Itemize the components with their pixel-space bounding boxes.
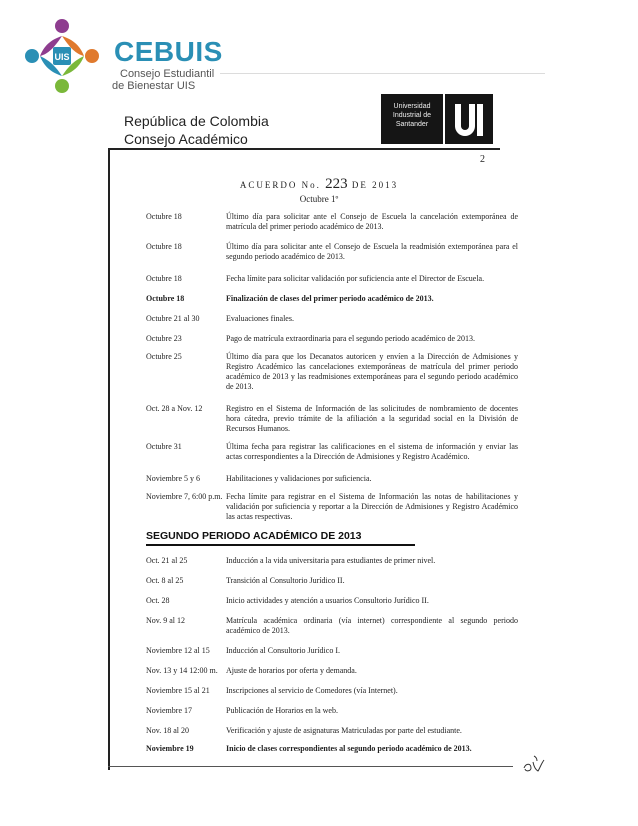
row-date: Nov. 9 al 12 bbox=[146, 616, 186, 625]
row-date: Octubre 18 bbox=[146, 212, 182, 221]
row-date: Noviembre 19 bbox=[146, 744, 194, 753]
org-subtitle-line1: Consejo Estudiantil bbox=[120, 68, 215, 80]
row-date: Oct. 28 a Nov. 12 bbox=[146, 404, 203, 413]
row-date: Noviembre 12 al 15 bbox=[146, 646, 210, 655]
row-text: Inicio de clases correspondientes al segundo periodo académico de 2013. bbox=[226, 744, 472, 753]
acuerdo-number: 223 bbox=[325, 176, 348, 192]
row-date: Oct. 21 al 25 bbox=[146, 556, 188, 565]
row-text: Transición al Consultorio Jurídico II. bbox=[226, 576, 345, 585]
document-heading bbox=[124, 112, 269, 148]
row-date: Nov. 13 y 14 12:00 m. bbox=[146, 666, 218, 675]
row-text: Inicio actividades y atención a usuarios Consultorio Jurídico II. bbox=[226, 596, 429, 605]
row-text: Fecha límite para registrar en el Sistema de Información las notas de habilitaciones y validación por suficiencia y reportar a la Dirección de Admisiones y Registro Académico las actas respectivas. bbox=[226, 492, 518, 521]
acuerdo-prefix: ACUERDO No. bbox=[239, 180, 321, 190]
row-text: Habilitaciones y validaciones por suficiencia. bbox=[226, 474, 372, 483]
row-date: Octubre 18 bbox=[146, 294, 185, 303]
row-text: Última fecha para registrar las calificaciones en el sistema de información y enviar las actas correspondientes a la Dirección de Admisiones y Registro Académico. bbox=[226, 442, 518, 461]
section-heading: SEGUNDO PERIODO ACADÉMICO DE 2013 bbox=[146, 530, 362, 542]
row-date: Octubre 31 bbox=[146, 442, 182, 451]
row-text: Verificación y ajuste de asignaturas Matriculadas por parte del estudiante. bbox=[226, 726, 462, 735]
university-name-box bbox=[381, 94, 443, 144]
row-text: Inducción a la vida universitaria para estudiantes de primer nivel. bbox=[226, 556, 436, 565]
row-text: Inscripciones al servicio de Comedores (vía Internet). bbox=[226, 686, 398, 695]
row-text: Último día para que los Decanatos autoricen y envíen a la Dirección de Admisiones y Registro Académico las cancelaciones extemporáneas de matrícula del primer periodo académico de 2013 y las readmisiones extemporáneas para el segundo periodo académico de 2013. bbox=[226, 352, 518, 391]
page-frame-left bbox=[108, 148, 110, 770]
row-text: Registro en el Sistema de Información de las solicitudes de nombramiento de docentes hora cátedra, previo trámite de la afiliación a la seguridad social en la División de Recursos Humanos. bbox=[226, 404, 518, 433]
row-text: Ajuste de horarios por oferta y demanda. bbox=[226, 666, 357, 675]
row-text: Finalización de clases del primer periodo académico de 2013. bbox=[226, 294, 434, 303]
row-date: Noviembre 17 bbox=[146, 706, 192, 715]
row-date: Octubre 18 bbox=[146, 274, 182, 283]
row-text: Evaluaciones finales. bbox=[226, 314, 294, 323]
initials-signature bbox=[521, 752, 547, 774]
cebuis-emblem-icon bbox=[20, 14, 104, 98]
row-date: Octubre 18 bbox=[146, 242, 182, 251]
header-divider bbox=[220, 73, 545, 74]
row-date: Noviembre 5 y 6 bbox=[146, 474, 200, 483]
row-date: Octubre 25 bbox=[146, 352, 182, 361]
page-frame-bottom bbox=[108, 766, 513, 767]
university-line: Universidad bbox=[393, 103, 431, 110]
row-date: Octubre 23 bbox=[146, 334, 182, 343]
university-line: Santander bbox=[395, 121, 429, 128]
row-text: Publicación de Horarios en la web. bbox=[226, 706, 338, 715]
uis-seal-icon bbox=[445, 94, 493, 144]
org-name: CEBUIS bbox=[114, 36, 223, 67]
council-name: Consejo Académico bbox=[124, 131, 248, 147]
acuerdo-title bbox=[0, 176, 638, 193]
section-underline bbox=[146, 544, 415, 546]
row-text: Matrícula académica ordinaria (vía internet) correspondiente al segundo periodo académico de 2013. bbox=[226, 616, 518, 635]
org-subtitle-line2: de Bienestar UIS bbox=[112, 80, 196, 92]
acuerdo-suffix: DE 2013 bbox=[351, 180, 399, 190]
row-date: Noviembre 15 al 21 bbox=[146, 686, 210, 695]
acuerdo-date: Octubre 1º bbox=[299, 194, 339, 204]
row-text: Inducción al Consultorio Jurídico I. bbox=[226, 646, 340, 655]
row-date: Oct. 28 bbox=[146, 596, 170, 605]
svg-text:UIS: UIS bbox=[54, 52, 70, 62]
country-name: República de Colombia bbox=[124, 113, 269, 129]
row-text: Último día para solicitar ante el Consejo de Escuela la cancelación extemporánea de matrícula del primer periodo académico de 2013. bbox=[226, 212, 518, 231]
row-date: Octubre 21 al 30 bbox=[146, 314, 200, 323]
row-text: Último día para solicitar ante el Consejo de Escuela la readmisión extemporánea para el segundo periodo académico de 2013. bbox=[226, 242, 518, 261]
row-date: Noviembre 7, 6:00 p.m. bbox=[146, 492, 223, 501]
cebuis-logo bbox=[20, 10, 223, 98]
row-text: Pago de matrícula extraordinaria para el segundo periodo académico de 2013. bbox=[226, 334, 476, 343]
page-frame-top bbox=[108, 148, 500, 150]
university-line: Industrial de bbox=[392, 112, 432, 119]
row-date: Oct. 8 al 25 bbox=[146, 576, 184, 585]
row-date: Nov. 18 al 20 bbox=[146, 726, 190, 735]
page-number: 2 bbox=[480, 154, 485, 165]
row-text: Fecha límite para solicitar validación por suficiencia ante el Director de Escuela. bbox=[226, 274, 485, 283]
